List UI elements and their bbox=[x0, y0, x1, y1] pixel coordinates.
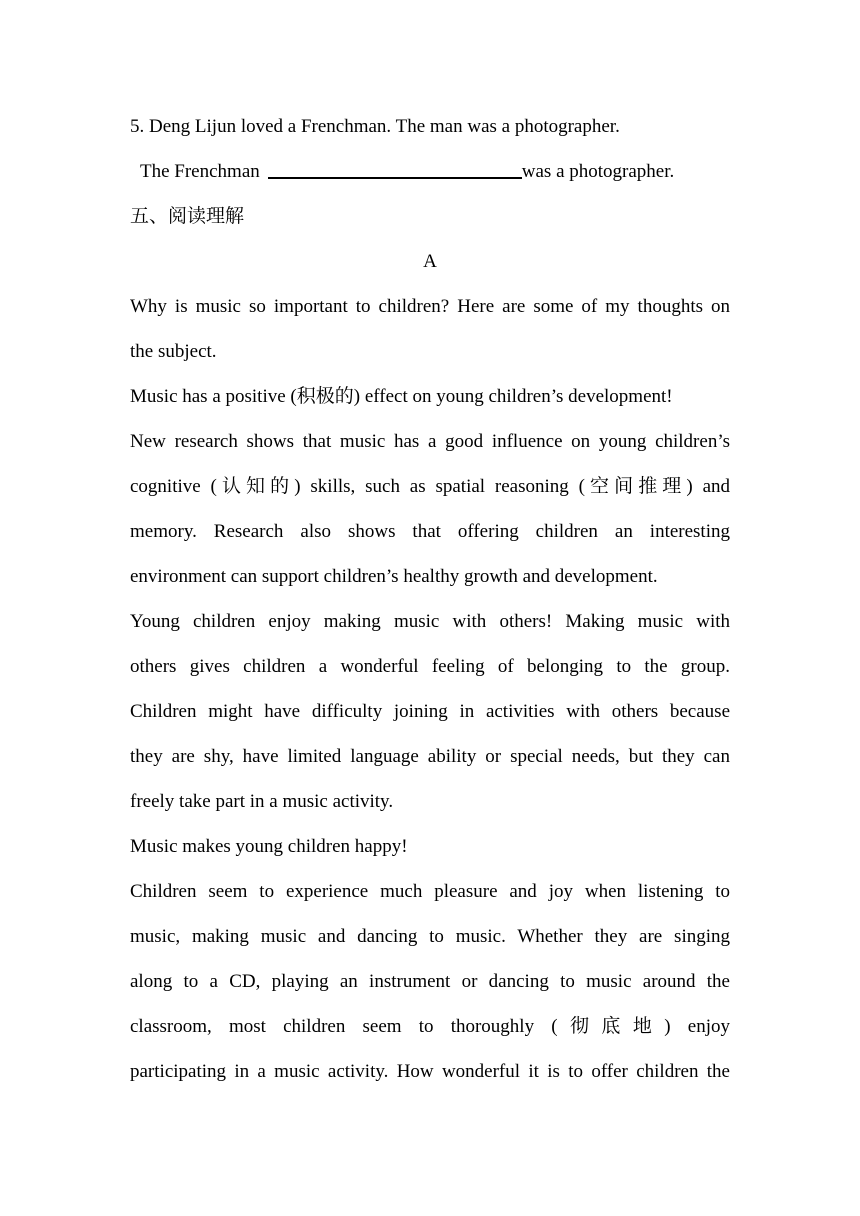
answer-blank[interactable] bbox=[268, 157, 522, 179]
passage-line: cognitive (认知的) skills, such as spatial reasoning (空间推理) and bbox=[130, 476, 730, 497]
passage-line: Why is music so important to children? Here are some of my thoughts on bbox=[130, 296, 730, 317]
passage-line: Children seem to experience much pleasure and joy when listening to bbox=[130, 881, 730, 902]
passage-line: others gives children a wonderful feeling of belonging to the group. bbox=[130, 656, 730, 677]
passage-line: Young children enjoy making music with others! Making music with bbox=[130, 611, 730, 632]
rewrite-suffix: was a photographer. bbox=[521, 161, 675, 182]
passage-label: A bbox=[423, 251, 437, 272]
passage-line: New research shows that music has a good influence on young children’s bbox=[130, 431, 730, 452]
passage-line: freely take part in a music activity. bbox=[130, 791, 394, 812]
passage-line: they are shy, have limited language ability or special needs, but they can bbox=[130, 746, 730, 767]
passage-line: memory. Research also shows that offering children an interesting bbox=[130, 521, 730, 542]
rewrite-prefix: The Frenchman bbox=[140, 161, 260, 182]
passage-line: music, making music and dancing to music. Whether they are singing bbox=[130, 926, 730, 947]
passage-line: along to a CD, playing an instrument or dancing to music around the bbox=[130, 971, 730, 992]
passage-line: the subject. bbox=[130, 341, 217, 362]
section-heading: 五、阅读理解 bbox=[130, 206, 245, 227]
question-5-rewrite bbox=[130, 157, 740, 187]
passage-line: participating in a music activity. How wonderful it is to offer children the bbox=[130, 1061, 730, 1082]
passage-line: Music has a positive (积极的) effect on young children’s development! bbox=[130, 386, 673, 407]
passage-line: classroom, most children seem to thoroughly (彻底地) enjoy bbox=[130, 1016, 730, 1037]
passage-line: Music makes young children happy! bbox=[130, 836, 408, 857]
question-5-sentence: 5. Deng Lijun loved a Frenchman. The man was a photographer. bbox=[130, 116, 620, 137]
passage-line: Children might have difficulty joining in activities with others because bbox=[130, 701, 730, 722]
passage-line: environment can support children’s healthy growth and development. bbox=[130, 566, 658, 587]
